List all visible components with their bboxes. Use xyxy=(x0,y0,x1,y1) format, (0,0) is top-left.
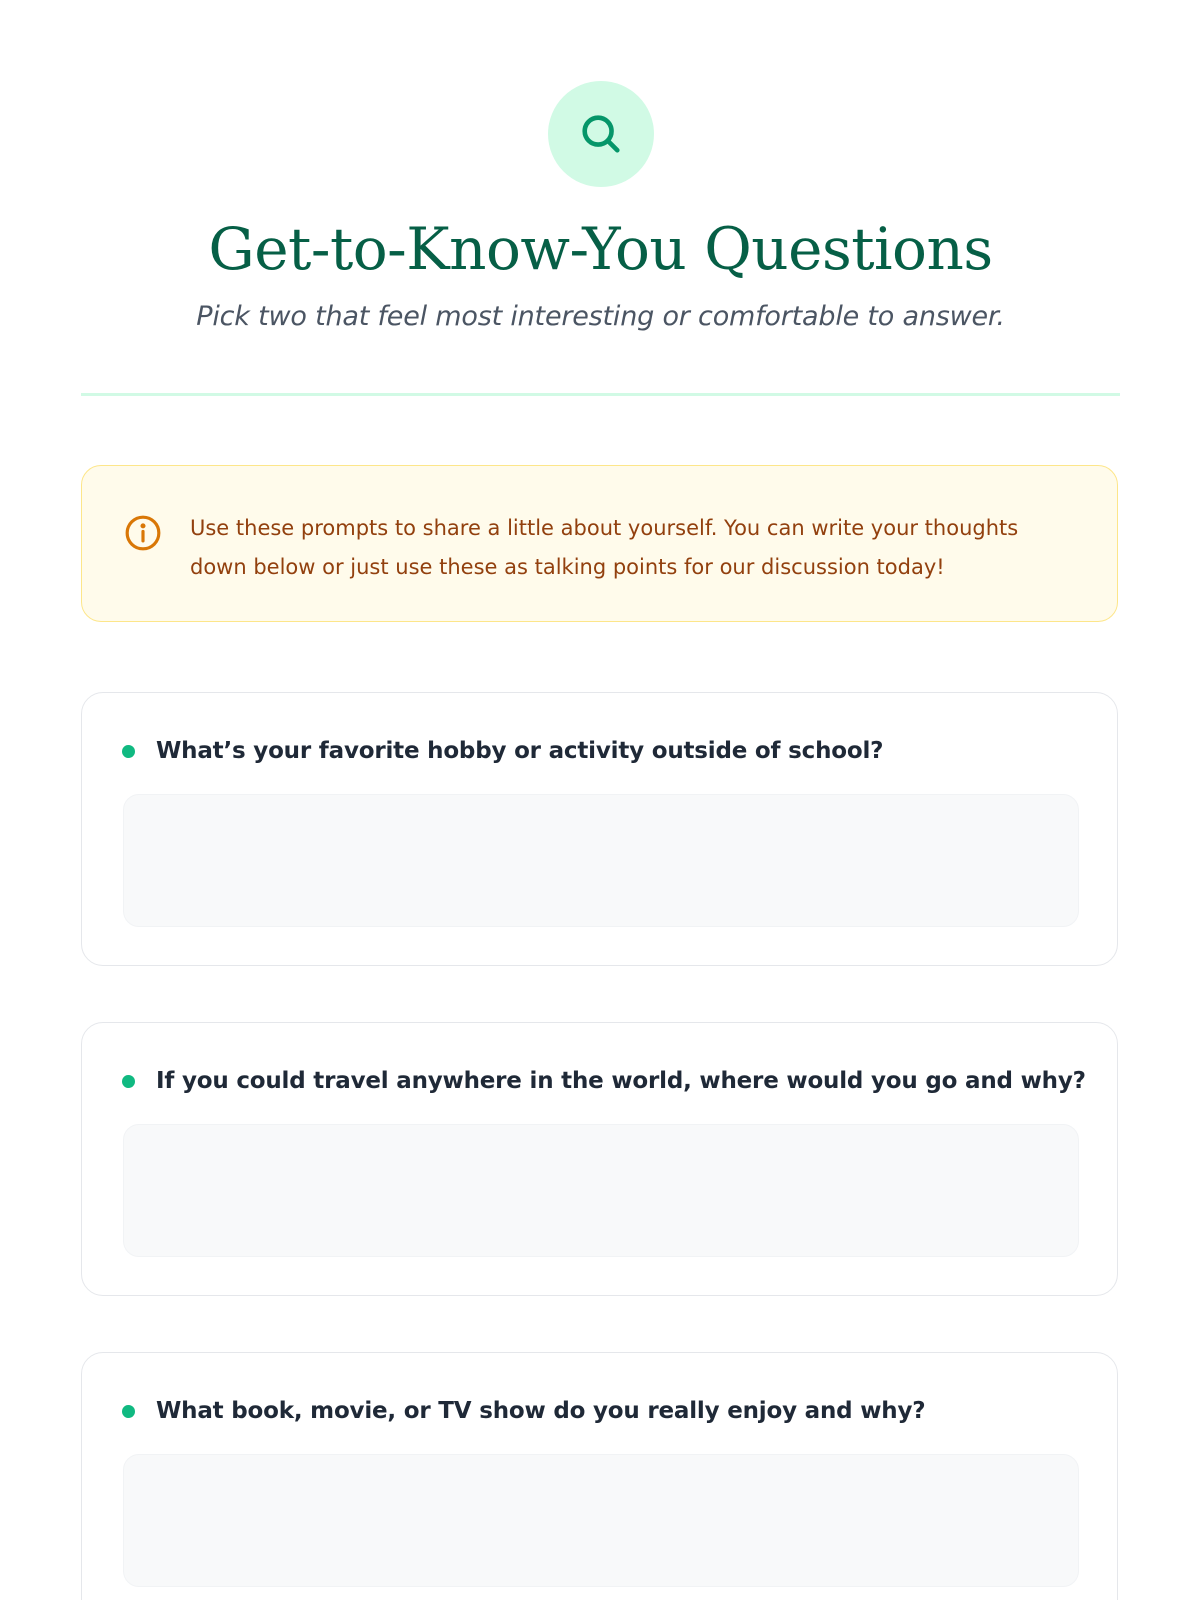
answer-field[interactable] xyxy=(123,794,1079,927)
info-text: Use these prompts to share a little about yourself. You can write your thoughts down below or just use these as talking points for our discussion today! xyxy=(190,516,1019,579)
question-text: What book, movie, or TV show do you really enjoy and why? xyxy=(156,1398,926,1424)
page-header xyxy=(81,0,1120,335)
info-icon xyxy=(124,514,162,552)
bullet-dot xyxy=(122,1075,135,1088)
question-row xyxy=(122,1393,1077,1429)
page-subtitle: Pick two that feel most interesting or comfortable to answer. xyxy=(196,301,1005,332)
answer-field[interactable] xyxy=(123,1454,1079,1587)
question-card xyxy=(81,692,1118,966)
bullet-dot xyxy=(122,1405,135,1418)
question-card xyxy=(81,1352,1118,1600)
header-badge xyxy=(548,81,654,187)
question-row xyxy=(122,1063,1086,1099)
question-text: If you could travel anywhere in the world, where would you go and why? xyxy=(156,1068,1086,1094)
question-text: What’s your favorite hobby or activity outside of school? xyxy=(156,738,884,764)
header-divider xyxy=(81,393,1120,396)
question-card xyxy=(81,1022,1118,1296)
search-icon xyxy=(578,111,624,157)
bullet-dot xyxy=(122,745,135,758)
worksheet-page xyxy=(81,0,1120,1424)
page-title: Get-to-Know-You Questions xyxy=(208,215,993,283)
answer-field[interactable] xyxy=(123,1124,1079,1257)
question-row xyxy=(122,733,1077,769)
info-callout xyxy=(81,465,1118,622)
